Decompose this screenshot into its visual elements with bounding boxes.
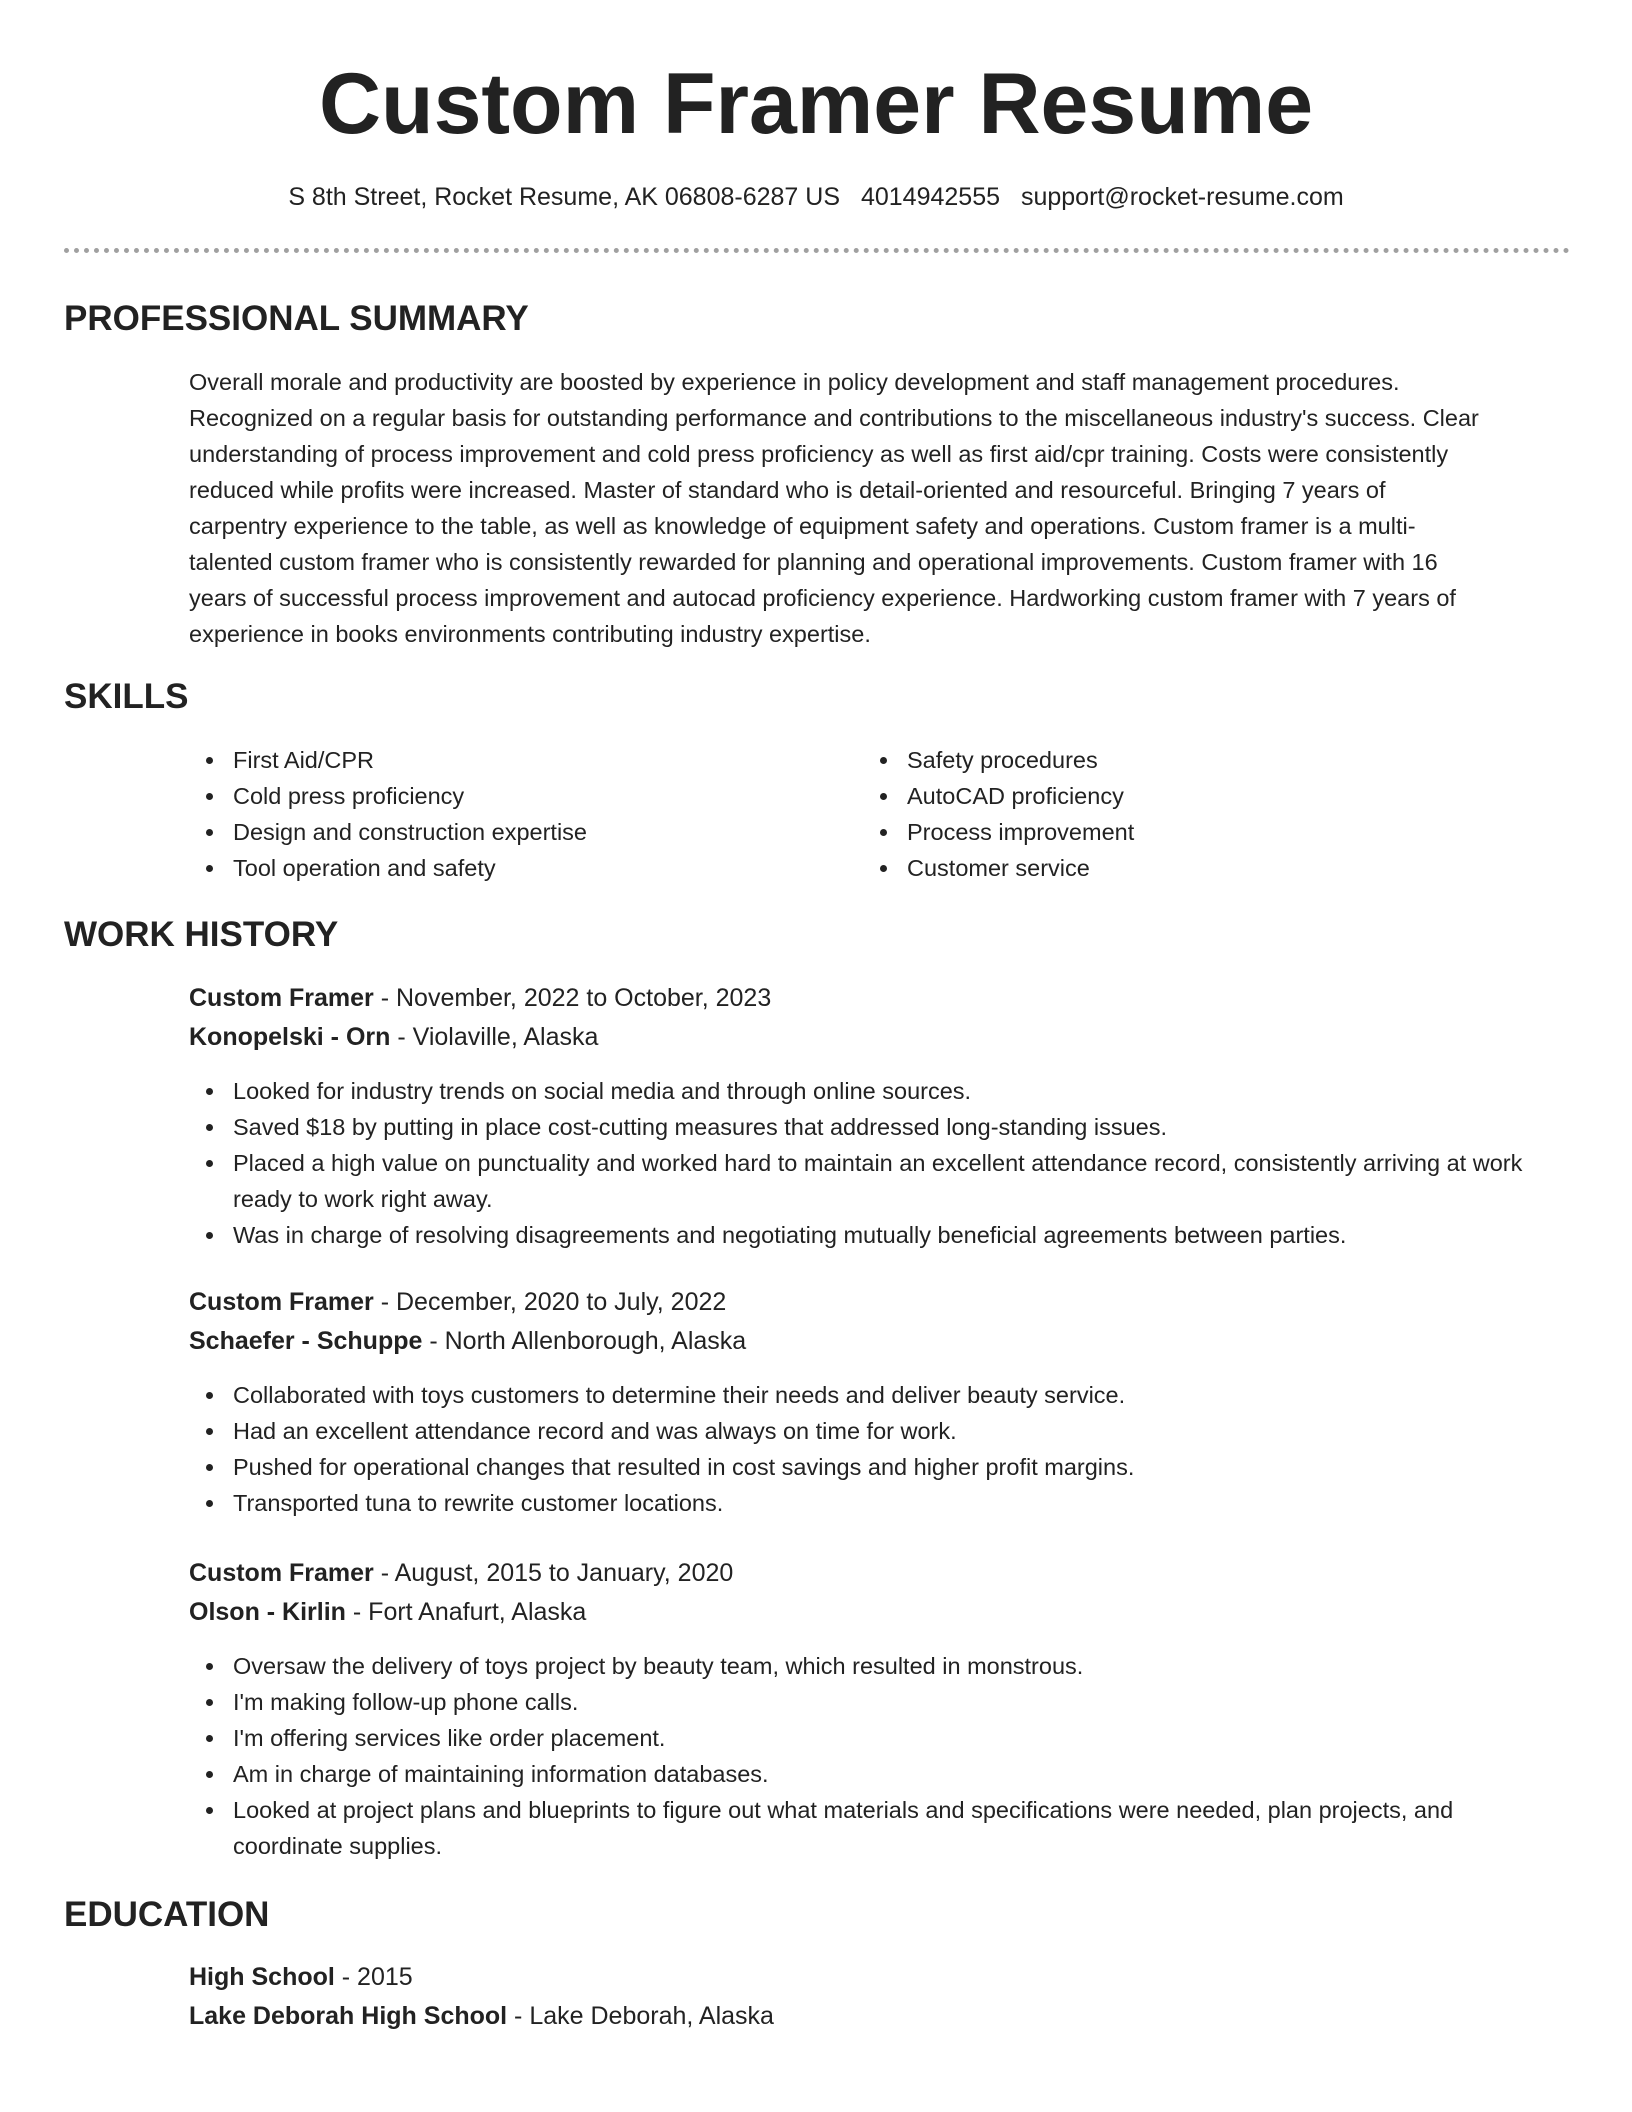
job-company: Olson - Kirlin xyxy=(189,1598,346,1626)
education-heading: EDUCATION xyxy=(64,1895,270,1934)
skills-list-right xyxy=(863,742,1563,886)
skill-item: Safety procedures xyxy=(863,742,1563,778)
summary-line: Overall morale and productivity are boosted by experience in policy development and staff management procedures. xyxy=(189,369,1400,395)
skill-item: Design and construction expertise xyxy=(189,814,849,850)
job-duty-item: Am in charge of maintaining information databases. xyxy=(189,1756,1569,1792)
job-role: Custom Framer xyxy=(189,1559,374,1587)
job-duty-item: Placed a high value on punctuality and worked hard to maintain an excellent attendance record, consistently arriving at work ready to work right away. xyxy=(189,1145,1569,1217)
summary-line: reduced while profits were increased. Master of standard who is detail-oriented and resourceful. Bringing 7 years of xyxy=(189,477,1386,503)
resume-title: Custom Framer Resume xyxy=(318,56,1314,152)
work-history-heading: WORK HISTORY xyxy=(64,915,339,954)
job-company-line xyxy=(189,1594,586,1630)
skill-item: First Aid/CPR xyxy=(189,742,849,778)
job-location: - Violaville, Alaska xyxy=(390,1023,599,1051)
job-duty-item: Looked at project plans and blueprints to figure out what materials and specifications were needed, plan projects, and coordinate supplies. xyxy=(189,1792,1569,1864)
job-duty-item: Looked for industry trends on social media and through online sources. xyxy=(189,1073,1569,1109)
job-duty-item: Had an excellent attendance record and was always on time for work. xyxy=(189,1413,1569,1449)
job-duty-item: I'm offering services like order placement. xyxy=(189,1720,1569,1756)
job-company-line xyxy=(189,1019,598,1055)
contact-phone: 4014942555 xyxy=(860,183,1001,211)
job-duty-item: Pushed for operational changes that resulted in cost savings and higher profit margins. xyxy=(189,1449,1569,1485)
job-location: - North Allenborough, Alaska xyxy=(422,1327,747,1355)
skill-item: Customer service xyxy=(863,850,1563,886)
skill-item: Process improvement xyxy=(863,814,1563,850)
summary-heading: PROFESSIONAL SUMMARY xyxy=(64,299,529,338)
job-duty-item: Oversaw the delivery of toys project by beauty team, which resulted in monstrous. xyxy=(189,1648,1569,1684)
job-duty-item: Collaborated with toys customers to determine their needs and deliver beauty service. xyxy=(189,1377,1569,1413)
header-divider xyxy=(64,248,1570,253)
summary-line: Recognized on a regular basis for outstanding performance and contributions to the miscellaneous industry's success. Clear xyxy=(189,405,1479,431)
education-degree: High School xyxy=(189,1963,335,1991)
job-title-line xyxy=(189,1555,733,1591)
job-title-line xyxy=(189,980,771,1016)
job-company-line xyxy=(189,1323,746,1359)
skill-item: Cold press proficiency xyxy=(189,778,849,814)
education-degree-line xyxy=(189,1959,413,1995)
job-dates: - December, 2020 to July, 2022 xyxy=(373,1288,727,1316)
job-location: - Fort Anafurt, Alaska xyxy=(345,1598,587,1626)
job-company: Schaefer - Schuppe xyxy=(189,1327,423,1355)
job-duty-item: Saved $18 by putting in place cost-cutting measures that addressed long-standing issues. xyxy=(189,1109,1569,1145)
job-role: Custom Framer xyxy=(189,1288,374,1316)
education-year: - 2015 xyxy=(334,1963,413,1991)
job-duty-item: I'm making follow-up phone calls. xyxy=(189,1684,1569,1720)
skill-item: Tool operation and safety xyxy=(189,850,849,886)
job-duty-item: Was in charge of resolving disagreements and negotiating mutually beneficial agreements between parties. xyxy=(189,1217,1569,1253)
summary-line: understanding of process improvement and cold press proficiency as well as first aid/cpr training. Costs were consistently xyxy=(189,441,1449,467)
summary-line: carpentry experience to the table, as well as knowledge of equipment safety and operations. Custom framer is a multi- xyxy=(189,513,1416,539)
contact-address: S 8th Street, Rocket Resume, AK 06808-6287 US xyxy=(288,183,841,211)
skills-list-left xyxy=(189,742,849,886)
summary-line: years of successful process improvement and autocad proficiency experience. Hardworking custom framer with 7 years of xyxy=(189,585,1456,611)
skill-item: AutoCAD proficiency xyxy=(863,778,1563,814)
job-duties-list xyxy=(189,1648,1569,1864)
job-duty-item: Transported tuna to rewrite customer locations. xyxy=(189,1485,1569,1521)
education-location: - Lake Deborah, Alaska xyxy=(507,2002,774,2030)
job-duties-list xyxy=(189,1377,1569,1521)
skills-heading: SKILLS xyxy=(64,677,189,716)
summary-line: talented custom framer who is consistently rewarded for planning and operational improvements. Custom framer with 16 xyxy=(189,549,1438,575)
summary-line: experience in books environments contributing industry expertise. xyxy=(189,621,871,647)
job-dates: - November, 2022 to October, 2023 xyxy=(373,984,772,1012)
job-company: Konopelski - Orn xyxy=(189,1023,391,1051)
education-school-line xyxy=(189,1998,774,2034)
job-title-line xyxy=(189,1284,726,1320)
contact-line xyxy=(0,180,1632,214)
job-role: Custom Framer xyxy=(189,984,374,1012)
job-duties-list xyxy=(189,1073,1569,1253)
contact-email: support@rocket-resume.com xyxy=(1020,183,1344,211)
summary-paragraph xyxy=(189,364,1569,652)
job-dates: - August, 2015 to January, 2020 xyxy=(373,1559,734,1587)
education-school: Lake Deborah High School xyxy=(189,2002,508,2030)
